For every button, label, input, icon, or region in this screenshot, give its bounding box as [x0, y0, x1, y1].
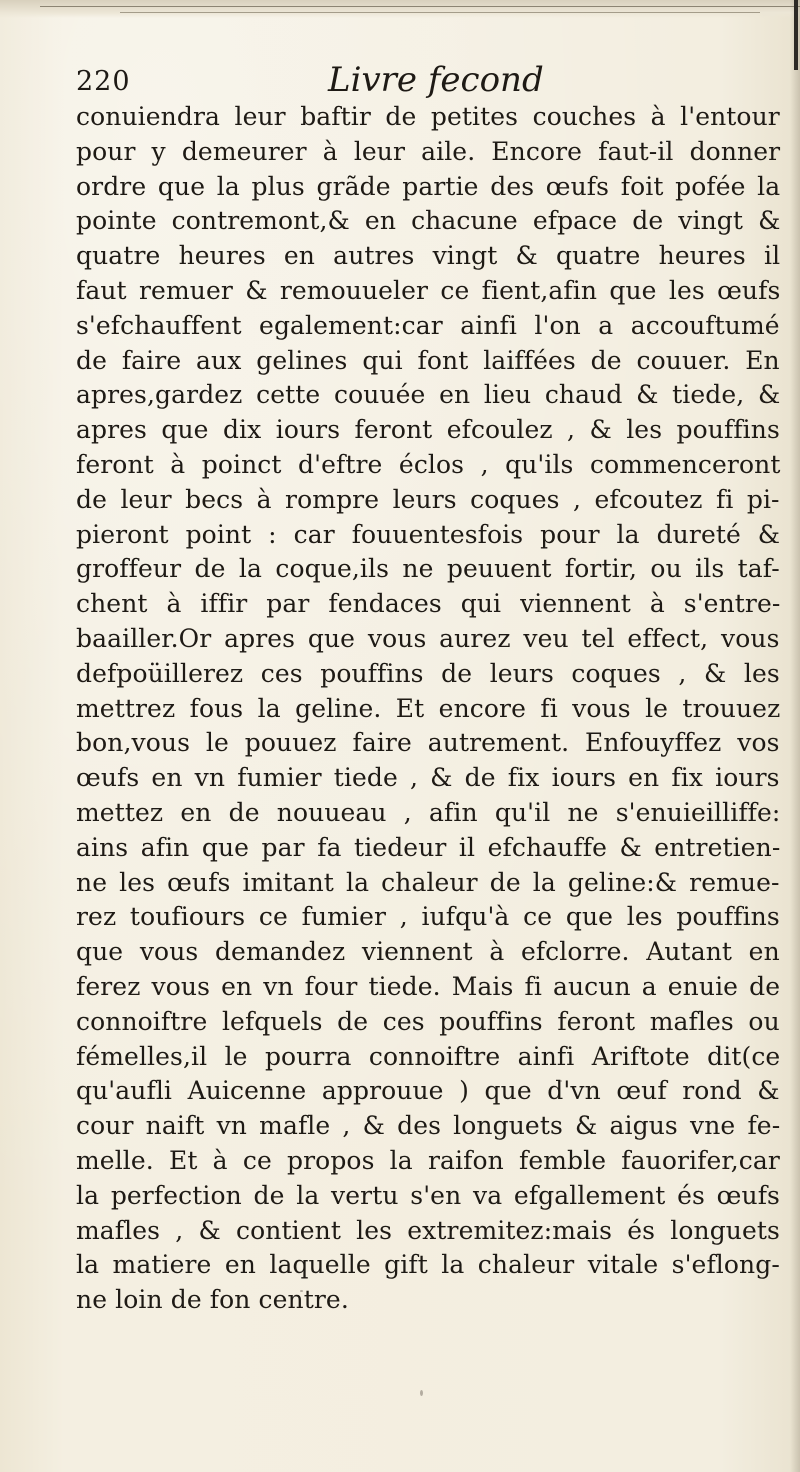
page-number: 220 [76, 66, 131, 97]
text-line: ains afin que par fa tiedeur il efchauffe & entretien- [76, 832, 781, 862]
text-line: baailler.Or apres que vous aurez veu tel effect, vous [76, 623, 780, 653]
text-line: fémelles,il le pourra connoiftre ainfi Ariftote dit(ce [76, 1041, 781, 1071]
text-line: ordre que la plus grãde partie des œufs foit pofée la [76, 171, 781, 201]
text-line: apres que dix iours feront efcoulez , & les pouffins [76, 415, 780, 445]
text-line: apres,gardez cette couuée en lieu chaud & tiede, & [76, 380, 781, 410]
body-text [76, 100, 792, 1318]
text-line: cour naift vn mafle , & des longuets & aigus vne fe- [76, 1111, 781, 1141]
text-line: connoiftre lefquels de ces pouffins feront mafles ou [76, 1006, 780, 1036]
text-line: la matiere en laquelle gift la chaleur vitale s'eflong- [76, 1250, 780, 1280]
text-line: qu'aufli Auicenne approuue ) que d'vn œuf rond & [76, 1076, 780, 1106]
text-line: rez toufiours ce fumier , iufqu'à ce que les pouffins [76, 902, 780, 932]
text-line: groffeur de la coque,ils ne peuuent fortir, ou ils taf- [76, 554, 780, 584]
paper-speck [300, 1290, 303, 1292]
text-line: ne loin de fon centre. [76, 1285, 349, 1315]
text-line: melle. Et à ce propos la raifon femble fauorifer,car [76, 1145, 780, 1175]
text-line: conuiendra leur baftir de petites couches à l'entour [76, 102, 780, 131]
text-line: de faire aux gelines qui font laiffées de couuer. En [76, 345, 780, 375]
binding-mark [794, 0, 798, 70]
text-line: pour y demeurer à leur aile. Encore faut-il donner [76, 136, 781, 166]
text-line: bon,vous le pouuez faire autrement. Enfouyffez vos [76, 728, 780, 758]
text-line: mettez en de nouueau , afin qu'il ne s'enuieilliffe: [76, 797, 781, 827]
page-top-shadow [0, 0, 800, 18]
text-line: que vous demandez viennent à efclorre. Autant en [76, 937, 780, 967]
top-rule-line [40, 6, 800, 7]
paper-speck [560, 1080, 562, 1082]
text-line: quatre heures en autres vingt & quatre heures il [76, 241, 781, 271]
text-line: mettrez fous la geline. Et encore fi vous le trouuez [76, 693, 781, 723]
text-line: defpoüillerez ces pouffins de leurs coques , & les [76, 658, 780, 688]
text-line: feront à poinct d'eftre éclos , qu'ils commenceront [76, 449, 781, 479]
page-header [76, 56, 776, 106]
text-line: la perfection de la vertu s'en va efgallement és œufs [76, 1180, 780, 1210]
text-line: ferez vous en vn four tiede. Mais fi aucun a enuie de [76, 971, 781, 1001]
text-line: chent à iffir par fendaces qui viennent à s'entre- [76, 589, 781, 619]
text-line: pieront point : car fouuentesfois pour la dureté & [76, 519, 781, 549]
text-line: œufs en vn fumier tiede , & de fix iours en fix iours [76, 763, 780, 793]
text-line: de leur becs à rompre leurs coques , efcoutez fi pi- [76, 484, 780, 514]
running-title: Livre fecond [328, 60, 544, 100]
paper-speck [420, 1390, 423, 1396]
text-line: s'efchauffent egalement:car ainfi l'on a accouftumé [76, 310, 780, 340]
text-line: pointe contremont,& en chacune efpace de vingt & [76, 206, 781, 236]
text-line: mafles , & contient les extremitez:mais és longuets [76, 1215, 780, 1245]
text-line: faut remuer & remouueler ce fient,afin que les œufs [76, 275, 781, 305]
top-rule-line-secondary [120, 12, 760, 13]
text-line: ne les œufs imitant la chaleur de la geline:& remue- [76, 867, 780, 897]
